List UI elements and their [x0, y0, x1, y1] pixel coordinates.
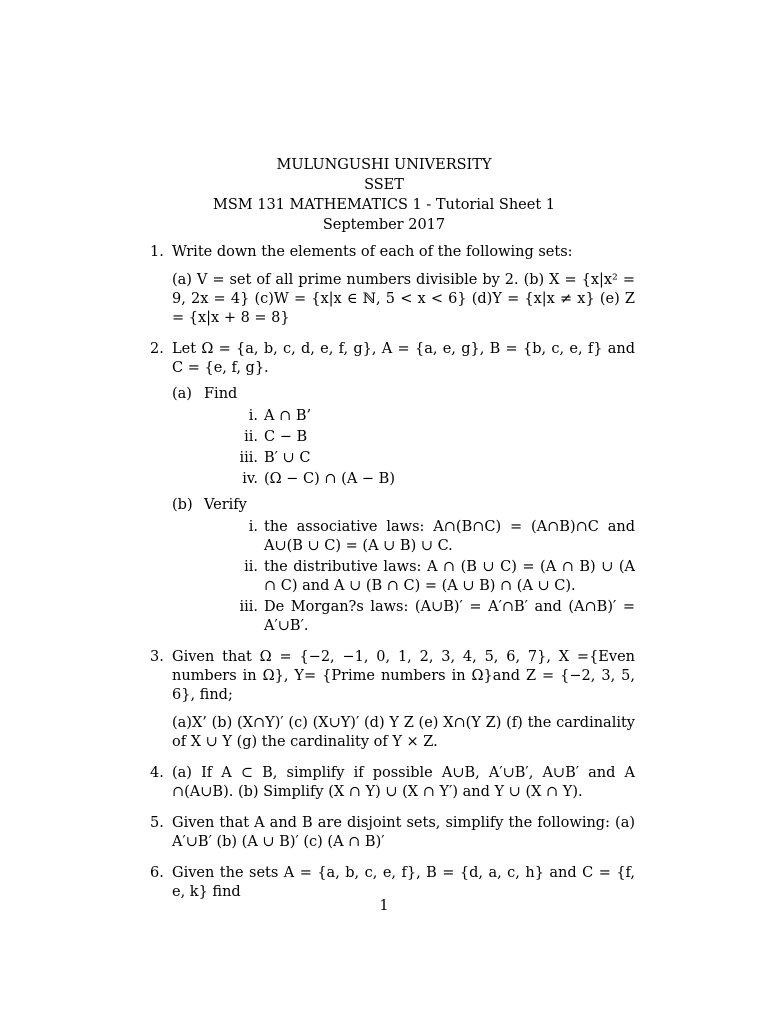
part-label: (a) [172, 386, 192, 402]
item-text: the associative laws: A∩(B∩C) = (A∩B)∩C and A∪(B ∪ C) = (A ∪ B) ∪ C. [264, 519, 635, 554]
question-number: 2. [150, 341, 164, 357]
question-3 [150, 648, 635, 752]
part-b-items [204, 518, 635, 636]
list-item [204, 449, 635, 468]
header [0, 155, 768, 235]
question-body: (a)X’ (b) (X∩Y)′ (c) (X∪Y)′ (d) Y Z (e) X∩(Y Z) (f) the cardinality of X ∪ Y (g) the cardinality of Y × Z. [172, 715, 635, 750]
part-label: (b) [172, 497, 193, 513]
question-1 [150, 243, 635, 328]
item-text: B′ ∪ C [264, 450, 311, 466]
list-item [204, 518, 635, 556]
item-label: iv. [242, 471, 258, 487]
part-text: Find [204, 386, 238, 402]
question-list [150, 243, 635, 914]
question-number: 4. [150, 765, 164, 781]
part-b [172, 496, 635, 636]
item-label: iii. [239, 599, 258, 615]
item-text: A ∩ B’ [264, 408, 312, 424]
school-name: SSET [364, 177, 404, 193]
question-text: Given that A and B are disjoint sets, simplify the following: (a) A′∪B′ (b) (A ∪ B)′ (c) (A ∩ B)′ [172, 815, 635, 850]
part-a-items [204, 407, 635, 489]
question-text: Let Ω = {a, b, c, d, e, f, g}, A = {a, e, g}, B = {b, c, e, f} and C = {e, f, g}. [172, 341, 635, 376]
course-title: MSM 131 MATHEMATICS 1 - Tutorial Sheet 1 [213, 197, 555, 213]
item-label: i. [248, 519, 258, 535]
page-number: 1 [379, 898, 389, 914]
question-4 [150, 764, 635, 802]
sheet-date: September 2017 [322, 217, 446, 233]
question-number: 1. [150, 244, 164, 260]
list-item [204, 428, 635, 447]
part-text: Verify [204, 497, 247, 513]
item-text: the distributive laws: A ∩ (B ∪ C) = (A ∩ B) ∪ (A ∩ C) and A ∪ (B ∩ C) = (A ∪ B) ∩ (A ∪ C). [264, 559, 635, 594]
list-item [204, 470, 635, 489]
list-item [204, 558, 635, 596]
list-item [204, 598, 635, 636]
question-text: Write down the elements of each of the following sets: [172, 244, 573, 260]
question-number: 6. [150, 865, 164, 881]
item-text: C − B [264, 429, 308, 445]
question-body: (a) V = set of all prime numbers divisible by 2. (b) X = {x|x² = 9, 2x = 4} (c)W = {x|x ∈ ℕ, 5 < x < 6} (d)Y = {x|x ≠ x} (e) Z = {x|x + 8 = 8} [172, 272, 635, 326]
question-text: (a) If A ⊂ B, simplify if possible A∪B, A′∪B′, A∪B′ and A ∩(A∪B). (b) Simplify (X ∩ Y) ∪ (X ∩ Y′) and Y ∪ (X ∩ Y). [172, 765, 635, 800]
item-label: ii. [244, 429, 258, 445]
question-text: Given that Ω = {−2, −1, 0, 1, 2, 3, 4, 5, 6, 7}, X ={Even numbers in Ω}, Y= {Prime numbers in Ω}and Z = {−2, 3, 5, 6}, find; [172, 649, 635, 703]
question-2 [150, 340, 635, 636]
question-5 [150, 814, 635, 852]
item-text: De Morgan?s laws: (A∪B)′ = A′∩B′ and (A∩B)′ = A′∪B′. [264, 599, 635, 634]
question-text: Given the sets A = {a, b, c, e, f}, B = {d, a, c, h} and C = {f, e, k} find [172, 865, 635, 900]
university-name: MULUNGUSHI UNIVERSITY [276, 157, 492, 173]
question-number: 5. [150, 815, 164, 831]
item-label: i. [248, 408, 258, 424]
item-label: iii. [239, 450, 258, 466]
part-a [172, 385, 635, 489]
list-item [204, 407, 635, 426]
item-text: (Ω − C) ∩ (A − B) [264, 471, 395, 487]
item-label: ii. [244, 559, 258, 575]
question-number: 3. [150, 649, 164, 665]
